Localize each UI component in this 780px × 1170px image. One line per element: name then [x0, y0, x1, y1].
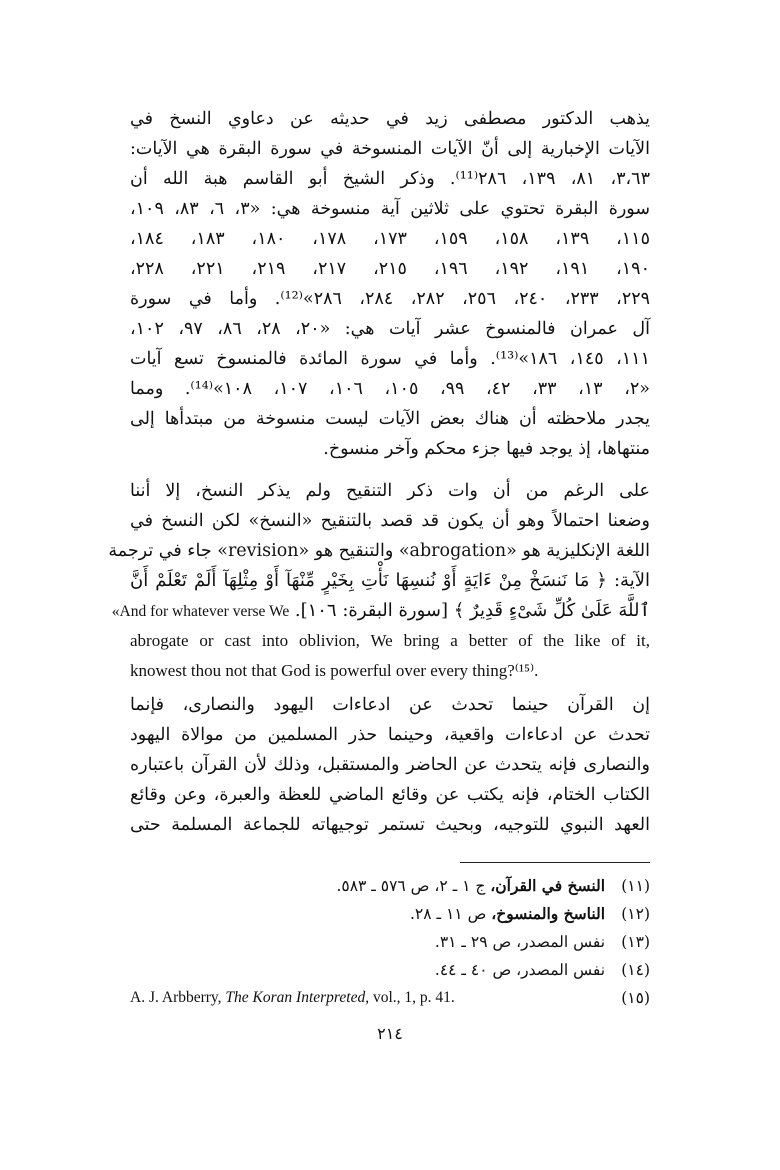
- text-line: تحدث عن ادعاءات واقعية، وحينما حذر المسلمين من موالاة اليهود: [130, 725, 650, 745]
- text-line: آل عمران فالمنسوخ عشر آيات هي: «٢٠، ٢٨، ٨٦، ٩٧، ١٠٢،: [130, 319, 650, 339]
- text-line: إن القرآن حينما تحدث عن ادعاءات اليهود والنصارى، فإنما: [130, 695, 650, 715]
- text-line: ١٩٠، ١٩١، ١٩٢، ١٩٦، ٢١٥، ٢١٧، ٢١٩، ٢٢١، ٢٢٨،: [130, 259, 650, 279]
- text-line: يذهب الدكتور مصطفى زيد في حديثه عن دعاوي النسخ في: [130, 109, 650, 129]
- footnote-number: (١١): [621, 877, 650, 895]
- footnote-number: (١٥): [621, 989, 650, 1007]
- text-line: العهد النبوي للتوجيه، وبحيث تستمر توجيهاته للجماعة المسلمة حتى: [130, 815, 650, 835]
- footnote-text: ج ١ ـ ٢، ص ٥٧٦ ـ ٥٨٣.: [336, 877, 491, 895]
- citation-book-title: The Koran Interpreted: [225, 989, 366, 1006]
- text-line: سورة البقرة تحتوي على ثلاثين آية منسوخة هي: «٣، ٦، ٨٣، ١٠٩،: [130, 199, 651, 219]
- footnote-text: ص ١١ ـ ٢٨.: [409, 905, 492, 923]
- footnote-title: الناسخ والمنسوخ،: [491, 904, 606, 923]
- citation-author: A. J. Arbberry,: [130, 989, 226, 1006]
- text-line: منتهاها، إذ يوجد فيها جزء محكم وآخر منسوخ.: [323, 439, 650, 459]
- footnote-15: [130, 984, 650, 1012]
- footnote-number: (١٣): [621, 933, 650, 951]
- text-line: ١١١، ١٤٥، ١٨٦»⁽¹³⁾. وأما في سورة المائدة فالمنسوخ تسع آيات: [130, 349, 650, 369]
- footnote-11: [130, 872, 650, 900]
- quran-verse-text: ٱللَّهَ عَلَىٰ كُلِّ شَىْءٍ قَدِيرٌ ﴾ [سورة البقرة: ١٠٦].: [294, 600, 650, 621]
- footnote-number: (١٢): [621, 905, 650, 923]
- text-line: والنصارى فإنه يتحدث عن الحاضر والمستقبل، وذلك لأن القرآن باعتباره: [130, 755, 650, 775]
- footnote-13: [130, 928, 650, 956]
- citation-rest: , vol., 1, p. 41.: [365, 989, 455, 1006]
- footnote-text: نفس المصدر، ص ٢٩ ـ ٣١.: [434, 933, 606, 951]
- english-line: knowest thou not that God is powerful over every thing?⁽¹⁵⁾.: [130, 661, 539, 680]
- text-line: يجدر ملاحظته أن هناك بعض الآيات ليست منسوخة من مبتدأها إلى: [130, 409, 650, 429]
- text-line: اللغة الإنكليزية هو «abrogation» والتنقيح هو «revision» جاء في ترجمة: [108, 541, 650, 561]
- page-number: ٢١٤: [377, 1024, 403, 1043]
- footnote-title: النسخ في القرآن،: [490, 876, 606, 895]
- text-line: على الرغم من أن وات ذكر التنقيح ولم يذكر النسخ، إلا أننا: [130, 481, 650, 501]
- text-line: الكتاب الختام، فإنه يكتب عن وقائع الماضي للعظة والعبرة، وعن وقائع: [130, 785, 650, 805]
- text-line: «٢، ١٣، ٣٣، ٤٢، ٩٩، ١٠٥، ١٠٦، ١٠٧، ١٠٨»⁽¹⁴⁾. ومما: [130, 379, 650, 399]
- footnote-english-citation: [130, 984, 455, 1012]
- text-line: ٢٢٩، ٢٣٣، ٢٤٠، ٢٥٦، ٢٨٢، ٢٨٤، ٢٨٦»⁽¹²⁾. وأما في سورة: [130, 289, 651, 309]
- quran-verse-line-end: [111, 596, 650, 626]
- english-translation-start: «And for whatever verse We: [111, 603, 290, 620]
- footnote-divider: [460, 862, 650, 863]
- text-line: ١١٥، ١٣٩، ١٥٨، ١٥٩، ١٧٣، ١٧٨، ١٨٠، ١٨٣، ١٨٤،: [130, 229, 650, 249]
- english-line: abrogate or cast into oblivion, We bring a better of the like of it,: [130, 631, 650, 650]
- text-line: ٣،٦٣، ٨١، ١٣٩، ٢٨٦⁽¹¹⁾. وذكر الشيخ أبو القاسم هبة الله أن: [130, 169, 650, 189]
- footnote-14: [130, 956, 650, 984]
- footnote-number: (١٤): [621, 961, 650, 979]
- footnote-12: [130, 900, 650, 928]
- quran-verse-line: الآية: ﴿ مَا نَنسَخْ مِنْ ءَايَةٍ أَوْ نُنسِهَا نَأْتِ بِخَيْرٍ مِّنْهَآ أَوْ مِثْلِهَآ أَلَمْ تَعْلَمْ أَنَّ: [130, 570, 650, 591]
- text-line: وضعنا احتمالاً وهو أن يكون قد قصد بالتنقيح «النسخ» لكن النسخ في: [130, 511, 650, 531]
- text-line: الآيات الإخبارية إلى أنّ الآيات المنسوخة في سورة البقرة هي الآيات:: [130, 139, 650, 159]
- footnote-text: نفس المصدر، ص ٤٠ ـ ٤٤.: [434, 961, 606, 979]
